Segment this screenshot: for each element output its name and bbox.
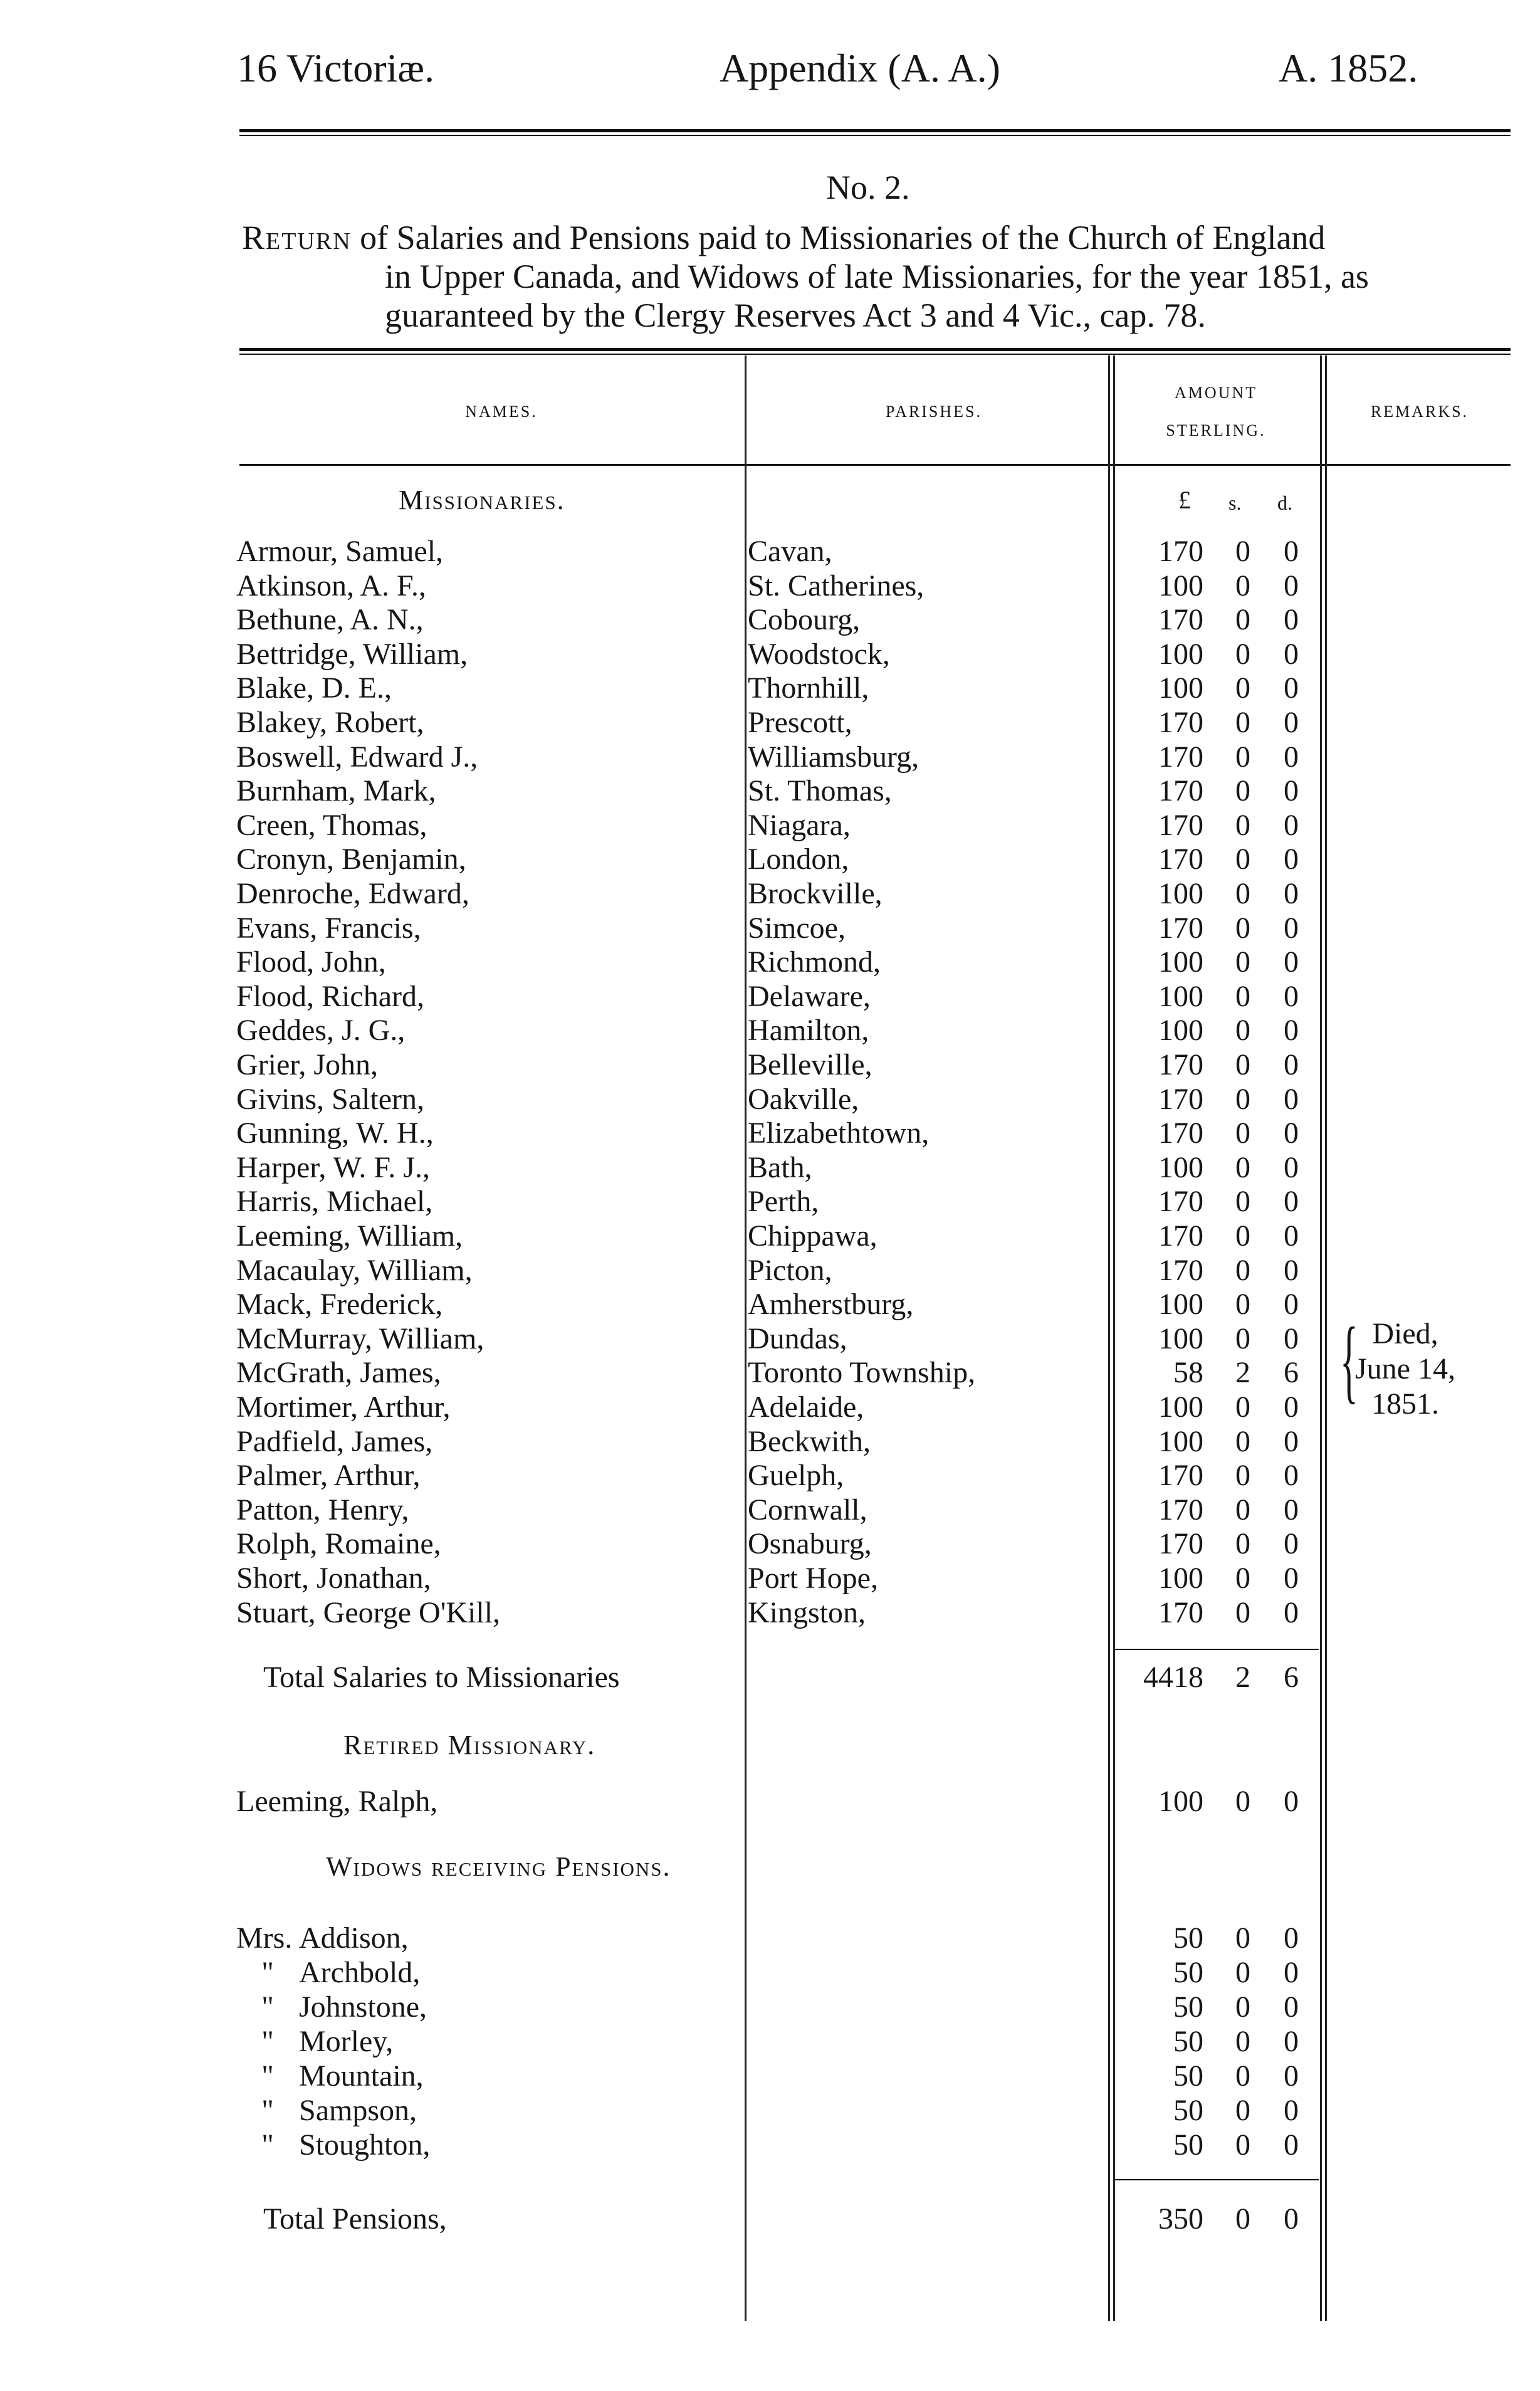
widow-name: Archbold,	[299, 1956, 421, 1989]
amount-pence: 0	[1284, 671, 1299, 705]
column-header-amount: AMOUNT	[1174, 384, 1258, 402]
amount-shillings: 0	[1235, 1990, 1250, 2024]
amount-pence: 0	[1284, 1185, 1299, 1219]
column-header-parishes: PARISHES.	[886, 402, 982, 421]
amount-pounds: 100	[1158, 671, 1203, 705]
amount-pounds: 100	[1158, 1390, 1203, 1424]
amount-shillings: 0	[1235, 1956, 1250, 1989]
amount-shillings: 0	[1235, 877, 1250, 910]
running-header-center: Appendix (A. A.)	[720, 46, 1000, 90]
section-retired: Retired Missionary.	[343, 1730, 596, 1760]
section-missionaries: Missionaries.	[399, 485, 565, 515]
section-widows: Widows receiving Pensions.	[326, 1851, 671, 1882]
amount-shillings: 0	[1235, 2128, 1250, 2162]
missionary-name: Grier, John,	[236, 1048, 382, 1081]
table-row	[0, 2093, 1540, 2128]
missionary-name: Evans, Francis,	[236, 912, 425, 945]
amount-pence: 0	[1284, 1493, 1299, 1527]
parish-name: Richmond,	[748, 945, 884, 979]
running-header-left: 16 Victoriæ.	[237, 46, 434, 90]
table-row	[0, 842, 1540, 877]
amount-shillings: 0	[1235, 671, 1250, 705]
amount-shillings: 0	[1235, 1595, 1250, 1629]
amount-shillings: 0	[1235, 1014, 1250, 1048]
amount-pence: 0	[1284, 1219, 1299, 1253]
parish-name: Cornwall,	[748, 1493, 871, 1527]
amount-pounds: 170	[1158, 1253, 1203, 1287]
widow-prefix: "	[261, 2025, 274, 2058]
table-row	[0, 1287, 1540, 1322]
amount-pounds: 100	[1158, 1014, 1203, 1048]
widow-prefix: Mrs.	[236, 1921, 293, 1955]
amount-shillings: 0	[1235, 706, 1250, 739]
amount-shillings: 0	[1235, 2094, 1250, 2127]
amount-shillings: 0	[1235, 1185, 1250, 1219]
table-row	[0, 1990, 1540, 2025]
parish-name: Cobourg,	[748, 603, 864, 636]
missionary-name: Flood, John,	[236, 945, 390, 979]
amount-pence: 0	[1284, 1150, 1299, 1184]
retired-row: Leeming, Ralph, ..... ..... 100 0 0	[0, 1784, 1540, 1819]
table-row	[0, 1527, 1540, 1562]
missionary-name: Harper, W. F. J.,	[236, 1151, 434, 1184]
return-word: Return	[242, 219, 352, 256]
missionary-name: Stuart, George O'Kill,	[236, 1596, 504, 1629]
amount-shillings: 0	[1235, 2059, 1250, 2093]
parish-name: Niagara,	[748, 809, 854, 842]
table-row	[0, 1595, 1540, 1631]
table-row	[0, 1219, 1540, 1254]
missionary-name: McGrath, James,	[236, 1356, 445, 1389]
table-row	[0, 945, 1540, 980]
amount-pounds: 170	[1158, 774, 1203, 808]
amount-shillings: 0	[1235, 843, 1250, 876]
widow-name: Mountain,	[299, 2059, 424, 2093]
total-pensions-row: Total Pensions, ..... ..... 350 0 0	[0, 2202, 1540, 2237]
parish-name: Belleville,	[748, 1048, 876, 1081]
amount-pence: 0	[1284, 535, 1299, 568]
amount-pence: 0	[1284, 637, 1299, 671]
parish-name: Adelaide,	[748, 1390, 867, 1424]
amount-pounds: 100	[1158, 945, 1203, 979]
parish-name: Simcoe,	[748, 912, 849, 945]
amount-shillings: 0	[1235, 1459, 1250, 1493]
table-row	[0, 569, 1540, 604]
table-row	[0, 1390, 1540, 1425]
amount-shillings: 0	[1235, 1048, 1250, 1081]
return-title-line-1: Return of Salaries and Pensions paid to Missionaries of the Church of England	[242, 219, 1326, 256]
parish-name: Chippawa,	[748, 1219, 881, 1253]
amount-pence: 0	[1284, 1424, 1299, 1458]
missionary-name: Padfield, James,	[236, 1425, 436, 1458]
missionary-name: Gunning, W. H.,	[236, 1117, 437, 1150]
amount-pence: 0	[1284, 1921, 1299, 1955]
table-row	[0, 1184, 1540, 1219]
amount-shillings: 0	[1235, 1150, 1250, 1184]
missionary-name: Mortimer, Arthur,	[236, 1390, 454, 1424]
missionary-name: Creen, Thomas,	[236, 809, 431, 842]
missionary-name: Givins, Saltern,	[236, 1083, 428, 1116]
amount-pounds: 58	[1173, 1356, 1203, 1390]
table-row	[0, 876, 1540, 912]
amount-pence: 0	[1284, 2025, 1299, 2058]
return-title	[242, 218, 1521, 335]
amount-pounds: 50	[1173, 2094, 1203, 2127]
parish-name: Brockville,	[748, 877, 886, 910]
amount-shillings: 0	[1235, 637, 1250, 671]
amount-shillings: 0	[1235, 1322, 1250, 1355]
amount-pence: 0	[1284, 1288, 1299, 1322]
parish-name: Dundas,	[748, 1322, 851, 1355]
missionary-name: Mack, Frederick,	[236, 1288, 446, 1321]
amount-pounds: 170	[1158, 706, 1203, 739]
amount-pence: 0	[1284, 2128, 1299, 2162]
table-row	[0, 705, 1540, 740]
return-title-line-2: in Upper Canada, and Widows of late Missionaries, for the year 1851, as	[385, 258, 1369, 295]
amount-shillings: 0	[1235, 1117, 1250, 1150]
amount-shillings: 0	[1235, 1288, 1250, 1322]
missionary-name: Geddes, J. G.,	[236, 1014, 409, 1047]
widow-prefix: "	[261, 1956, 274, 1989]
amount-pounds: 170	[1158, 1595, 1203, 1629]
amount-pounds: 170	[1158, 911, 1203, 945]
amount-shillings: 0	[1235, 535, 1250, 568]
amount-pounds: 170	[1158, 1527, 1203, 1561]
missionary-name: Burnham, Mark,	[236, 774, 440, 807]
table-row	[0, 1322, 1540, 1357]
amount-pence: 0	[1284, 843, 1299, 876]
amount-pounds: 50	[1173, 1990, 1203, 2024]
table-row	[0, 979, 1540, 1014]
amount-pounds: 100	[1158, 1322, 1203, 1355]
amount-shillings: 0	[1235, 1390, 1250, 1424]
widow-prefix: "	[261, 2128, 274, 2162]
amount-shillings: 0	[1235, 1082, 1250, 1116]
parish-name: Guelph,	[748, 1459, 847, 1492]
missionary-name: Bettridge, William,	[236, 638, 471, 671]
amount-pounds: 170	[1158, 808, 1203, 842]
amount-pounds: 50	[1173, 1921, 1203, 1955]
parish-name: Beckwith,	[748, 1425, 874, 1458]
parish-name: Kingston,	[748, 1596, 869, 1629]
amount-pence: 0	[1284, 1322, 1299, 1355]
amount-pounds: 100	[1158, 1288, 1203, 1322]
amount-pounds: 100	[1158, 877, 1203, 910]
table-row	[0, 1048, 1540, 1083]
table-row	[0, 602, 1540, 638]
amount-pence: 0	[1284, 1990, 1299, 2024]
missionary-name: Flood, Richard,	[236, 980, 428, 1013]
table-row	[0, 1082, 1540, 1117]
amount-pounds: 170	[1158, 1185, 1203, 1219]
amount-shillings: 0	[1235, 911, 1250, 945]
parish-name: Port Hope,	[748, 1562, 882, 1595]
unit-shillings: s.	[1228, 491, 1242, 514]
amount-pence: 0	[1284, 1253, 1299, 1287]
amount-pence: 0	[1284, 569, 1299, 602]
amount-pence: 0	[1284, 706, 1299, 739]
table-row	[0, 637, 1540, 672]
table-row	[0, 534, 1540, 569]
missionary-name: Denroche, Edward,	[236, 877, 473, 910]
amount-shillings: 0	[1235, 2025, 1250, 2058]
unit-pence: d.	[1277, 491, 1292, 514]
parish-name: St. Catherines,	[748, 569, 928, 602]
table-row	[0, 1921, 1540, 1956]
amount-pence: 0	[1284, 1048, 1299, 1081]
table-row	[0, 2059, 1540, 2094]
amount-pence: 0	[1284, 911, 1299, 945]
missionary-name: Rolph, Romaine,	[236, 1527, 445, 1560]
amount-pounds: 100	[1158, 1150, 1203, 1184]
amount-pence: 0	[1284, 808, 1299, 842]
amount-shillings: 2	[1235, 1356, 1250, 1390]
missionary-name: Bethune, A. N.,	[236, 603, 427, 636]
amount-shillings: 0	[1235, 603, 1250, 637]
widow-prefix: "	[261, 2094, 274, 2127]
amount-pounds: 170	[1158, 740, 1203, 774]
amount-pence: 0	[1284, 2059, 1299, 2093]
missionary-name: Atkinson, A. F.,	[236, 569, 430, 602]
brace-icon: {	[1340, 1308, 1358, 1412]
parish-name: Williamsburg,	[748, 740, 923, 774]
table-row	[0, 1424, 1540, 1459]
missionary-name: Palmer, Arthur,	[236, 1459, 424, 1492]
missionary-name: Armour, Samuel,	[236, 535, 447, 568]
amount-pence: 0	[1284, 1082, 1299, 1116]
amount-pounds: 170	[1158, 1082, 1203, 1116]
amount-shillings: 0	[1235, 1219, 1250, 1253]
amount-pounds: 170	[1158, 1459, 1203, 1493]
amount-pounds: 170	[1158, 1048, 1203, 1081]
header-rule-thin	[239, 135, 1511, 136]
amount-shillings: 0	[1235, 1493, 1250, 1527]
missionary-name: McMurray, William,	[236, 1322, 488, 1355]
amount-pounds: 100	[1158, 1562, 1203, 1595]
missionary-name: Macaulay, William,	[236, 1254, 476, 1287]
column-header-names: NAMES.	[465, 402, 538, 421]
amount-pounds: 170	[1158, 535, 1203, 568]
parish-name: Bath,	[748, 1151, 816, 1184]
amount-pounds: 50	[1173, 1956, 1203, 1989]
missionary-name: Blake, D. E.,	[236, 671, 395, 705]
table-top-rule	[239, 348, 1511, 351]
table-top-rule-thin	[239, 354, 1511, 355]
parish-name: Osnaburg,	[748, 1527, 876, 1560]
missionary-name: Patton, Henry,	[236, 1493, 413, 1527]
unit-pounds: £	[1178, 486, 1191, 514]
amount-shillings: 0	[1235, 740, 1250, 774]
amount-pence: 0	[1284, 979, 1299, 1013]
amount-pounds: 50	[1173, 2059, 1203, 2093]
widow-name: Johnstone,	[299, 1990, 427, 2024]
amount-pence: 0	[1284, 1956, 1299, 1989]
widow-name: Stoughton,	[299, 2128, 431, 2162]
parish-name: Amherstburg,	[748, 1288, 917, 1321]
amount-pence: 0	[1284, 1527, 1299, 1561]
parish-name: St. Thomas,	[748, 774, 896, 807]
amount-pence: 0	[1284, 1390, 1299, 1424]
parish-name: Delaware,	[748, 980, 874, 1013]
table-row	[0, 1458, 1540, 1493]
table-row	[0, 1355, 1540, 1390]
amount-pence: 0	[1284, 603, 1299, 637]
amount-shillings: 0	[1235, 774, 1250, 808]
parish-name: Perth,	[748, 1185, 822, 1218]
amount-pounds: 100	[1158, 979, 1203, 1013]
return-number: No. 2.	[826, 169, 910, 206]
amount-pounds: 50	[1173, 2025, 1203, 2058]
amount-shillings: 0	[1235, 979, 1250, 1013]
amount-pence: 0	[1284, 1117, 1299, 1150]
amount-pence: 6	[1284, 1356, 1299, 1390]
amount-shillings: 0	[1235, 569, 1250, 602]
amount-pence: 0	[1284, 945, 1299, 979]
table-row	[0, 808, 1540, 843]
amount-pounds: 100	[1158, 569, 1203, 602]
table-row	[0, 2128, 1540, 2163]
amount-pounds: 170	[1158, 1219, 1203, 1253]
amount-shillings: 0	[1235, 1253, 1250, 1287]
table-row	[0, 1116, 1540, 1151]
amount-pounds: 170	[1158, 1117, 1203, 1150]
amount-shillings: 0	[1235, 1562, 1250, 1595]
amount-pounds: 170	[1158, 1493, 1203, 1527]
widow-name: Sampson,	[299, 2094, 417, 2127]
return-title-line-3: guaranteed by the Clergy Reserves Act 3 and 4 Vic., cap. 78.	[385, 297, 1206, 334]
amount-pence: 0	[1284, 877, 1299, 910]
running-header-right: A. 1852.	[1279, 46, 1418, 90]
widow-name: Morley,	[299, 2025, 394, 2058]
table-row	[0, 1253, 1540, 1288]
total-missionaries-row: Total Salaries to Missionaries ..... ..... 4418 2 6	[0, 1660, 1540, 1695]
amount-pounds: 50	[1173, 2128, 1203, 2162]
parish-name: London,	[748, 843, 852, 876]
amount-pence: 0	[1284, 1459, 1299, 1493]
parish-name: Toronto Township,	[748, 1356, 979, 1389]
column-header-sterling: STERLING.	[1166, 421, 1266, 439]
table-row	[0, 774, 1540, 809]
amount-pence: 0	[1284, 774, 1299, 808]
parish-name: Hamilton,	[748, 1014, 872, 1047]
amount-pounds: 170	[1158, 843, 1203, 876]
missionary-name: Short, Jonathan,	[236, 1562, 435, 1595]
table-row	[0, 1013, 1540, 1048]
subtotal-rule	[1114, 1649, 1319, 1650]
missionary-name: Blakey, Robert,	[236, 706, 427, 739]
amount-pounds: 100	[1158, 1424, 1203, 1458]
remark-mcgrath: Died, June 14, 1851.	[1355, 1317, 1455, 1421]
pensions-rule	[1114, 2179, 1319, 2180]
parish-name: Woodstock,	[748, 638, 894, 671]
parish-name: Cavan,	[748, 535, 836, 568]
table-row	[0, 1955, 1540, 1990]
missionary-name: Leeming, William,	[236, 1219, 466, 1253]
missionary-name: Boswell, Edward J.,	[236, 740, 481, 774]
missionary-name: Harris, Michael,	[236, 1185, 436, 1218]
column-header-remarks: REMARKS.	[1370, 402, 1469, 421]
table-row	[0, 1150, 1540, 1185]
amount-pounds: 100	[1158, 637, 1203, 671]
table-row	[0, 671, 1540, 706]
table-row	[0, 2024, 1540, 2059]
amount-pence: 0	[1284, 1562, 1299, 1595]
table-row	[0, 1493, 1540, 1528]
parish-name: Picton,	[748, 1254, 836, 1287]
amount-shillings: 0	[1235, 808, 1250, 842]
widow-prefix: "	[261, 2059, 274, 2093]
amount-pence: 0	[1284, 1014, 1299, 1048]
parish-name: Prescott,	[748, 706, 856, 739]
amount-shillings: 0	[1235, 945, 1250, 979]
amount-pence: 0	[1284, 2094, 1299, 2127]
amount-shillings: 0	[1235, 1921, 1250, 1955]
table-row	[0, 911, 1540, 946]
amount-shillings: 0	[1235, 1424, 1250, 1458]
parish-name: Elizabethtown,	[748, 1117, 933, 1150]
widow-name: Addison,	[299, 1921, 409, 1955]
amount-pence: 0	[1284, 740, 1299, 774]
table-row	[0, 740, 1540, 775]
table-row	[0, 1561, 1540, 1596]
parish-name: Oakville,	[748, 1083, 862, 1116]
parish-name: Thornhill,	[748, 671, 872, 705]
amount-shillings: 0	[1235, 1527, 1250, 1561]
missionary-name: Cronyn, Benjamin,	[236, 843, 470, 876]
amount-pence: 0	[1284, 1595, 1299, 1629]
widow-prefix: "	[261, 1990, 274, 2024]
amount-pounds: 170	[1158, 603, 1203, 637]
header-rule	[239, 129, 1511, 132]
